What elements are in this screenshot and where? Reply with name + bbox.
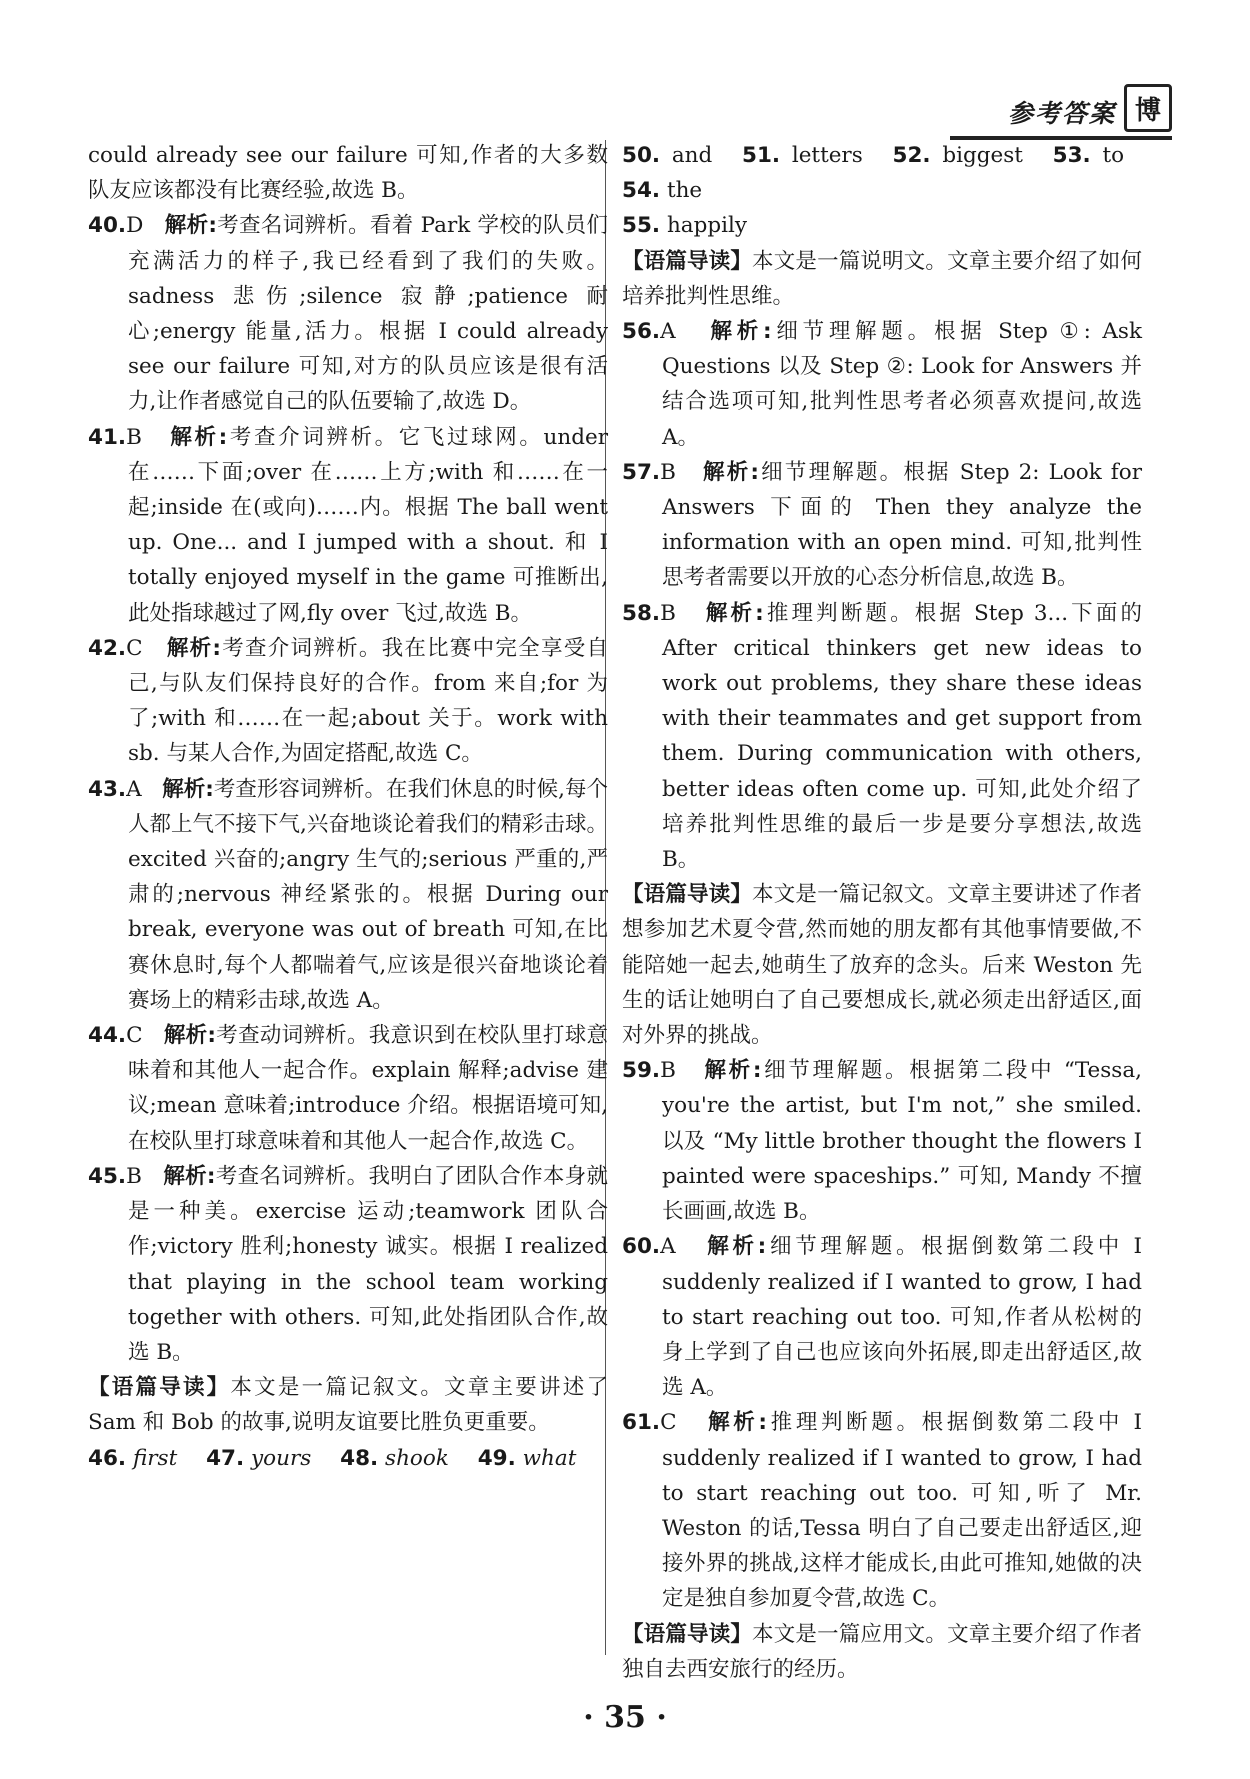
explanation: 细节理解题。根据 Step ①: Ask Questions 以及 Step ②: Look for Answers 并结合选项可知,批判性思考者必须喜欢提问,故选 A。 — [662, 319, 1142, 450]
right-column — [622, 138, 1142, 1687]
page-number: · 35 · — [583, 1700, 667, 1735]
answer-letter: C — [660, 1410, 677, 1436]
explanation: 推理判断题。根据 Step 3...下面的 After critical thinkers get new ideas to work out problems, they share these ideas with their teammates and get support from them. During communication with others, better ideas often come up. 可知,此处介绍了培养批判性思维的最后一步是要分享想法,故选 B。 — [662, 600, 1142, 873]
passage-guide: 【语篇导读】本文是一篇说明文。文章主要介绍了如何培养批判性思维。 — [622, 248, 1142, 309]
answer-letter: B — [660, 600, 676, 626]
explanation: 细节理解题。根据 Step 2: Look for Answers 下面的 Then they analyze the information with an open mind. 可知,批判性思考者需要以开放的心态分析信息,故选 B。 — [662, 459, 1142, 591]
explanation: 考查形容词辨析。在我们休息的时候,每个人都上气不接下气,兴奋地谈论着我们的精彩击球。excited 兴奋的;angry 生气的;serious 严重的,严肃的;nervous 神经紧张的。根据 During our break, everyone was out of breath 可知,在比赛休息时,每个人都喘着气,应该是很兴奋地谈论着赛场上的精彩击球,故选 A。 — [128, 776, 608, 1013]
answer-item-56: 56.A 解析:细节理解题。根据 Step ①: Ask Questions 以及 Step ②: Look for Answers 并结合选项可知,批判性思考者必须喜欢提问,故选 A。 — [622, 319, 1142, 450]
answer-item-41: 41.B 解析:考查介词辨析。它飞过球网。under 在……下面;over 在……上方;with 和……在一起;inside 在(或向)……内。根据 The ball went up. One... and I jumped with a shout. 和 I totally enjoyed myself in the game 可推断出,此处指球越过了网,fly over 飞过,故选 B。 — [88, 424, 608, 626]
answer-item-58: 58.B 解析:推理判断题。根据 Step 3...下面的 After critical thinkers get new ideas to work out problems, they share these ideas with their teammates and get support from them. During communication with others, better ideas often come up. 可知,此处介绍了培养批判性思维的最后一步是要分享想法,故选 B。 — [622, 600, 1142, 873]
page-header — [1008, 88, 1172, 132]
answer-item-44: 44.C 解析:考查动词辨析。我意识到在校队里打球意味着和其他人一起合作。explain 解释;advise 建议;mean 意味着;introduce 介绍。根据语境可知,在校队里打球意味着和其他人一起合作,故选 C。 — [88, 1023, 608, 1154]
answer-letter: D — [126, 213, 144, 239]
explanation: 考查动词辨析。我意识到在校队里打球意味着和其他人一起合作。explain 解释;advise 建议;mean 意味着;introduce 介绍。根据语境可知,在校队里打球意味着和其他人一起合作,故选 C。 — [128, 1023, 608, 1154]
explanation: 考查名词辨析。看着 Park 学校的队员们充满活力的样子,我已经看到了我们的失败。sadness 悲伤;silence 寂静;patience 耐心;energy 能量,活力。根据 I could already see our failure 可知,对方的队员应该是很有活力,让作者感觉自己的队伍要输了,故选 D。 — [128, 213, 608, 415]
answer-letter: A — [660, 1234, 676, 1260]
left-column — [88, 138, 608, 1476]
header-title: 参考答案 — [1007, 99, 1116, 128]
answer-item-59: 59.B 解析:细节理解题。根据第二段中 “Tessa, you're the artist, but I'm not,” she smiled. 以及 “My little brother thought the flowers I painted were spaceships.” 可知, Mandy 不擅长画画,故选 B。 — [622, 1058, 1142, 1225]
explanation: 考查介词辨析。我在比赛中完全享受自己,与队友们保持良好的合作。from 来自;for 为了;with 和……在一起;about 关于。work with sb. 与某人合作,为固定搭配,故选 C。 — [128, 635, 608, 767]
answer-item-43: 43.A 解析:考查形容词辨析。在我们休息的时候,每个人都上气不接下气,兴奋地谈论着我们的精彩击球。excited 兴奋的;angry 生气的;serious 严重的,严肃的;nervous 神经紧张的。根据 During our break, everyone was out of breath 可知,在比赛休息时,每个人都喘着气,应该是很兴奋地谈论着赛场上的精彩击球,故选 A。 — [88, 776, 608, 1013]
answer-item-42: 42.C 解析:考查介词辨析。我在比赛中完全享受自己,与队友们保持良好的合作。from 来自;for 为了;with 和……在一起;about 关于。work with sb. 与某人合作,为固定搭配,故选 C。 — [88, 635, 608, 767]
answer-letter: A — [660, 319, 676, 345]
cloze-answers-55: 55. happily — [622, 213, 748, 239]
passage-guide: 【语篇导读】本文是一篇记叙文。文章主要讲述了作者想参加艺术夏令营,然而她的朋友都有其他事情要做,不能陪她一起去,她萌生了放弃的念头。后来 Weston 先生的话让她明白了自己要想成长,就必须走出舒适区,面对外界的挑战。 — [622, 882, 1142, 1049]
answer-letter: B — [126, 1163, 142, 1189]
answer-item-40: 40.D 解析:考查名词辨析。看着 Park 学校的队员们充满活力的样子,我已经看到了我们的失败。sadness 悲伤;silence 寂静;patience 耐心;energy 能量,活力。根据 I could already see our failure 可知,对方的队员应该是很有活力,让作者感觉自己的队伍要输了,故选 D。 — [88, 213, 608, 415]
passage-guide: 【语篇导读】本文是一篇应用文。文章主要介绍了作者独自去西安旅行的经历。 — [622, 1621, 1142, 1682]
answer-letter: B — [660, 459, 676, 485]
explanation: 考查名词辨析。我明白了团队合作本身就是一种美。exercise 运动;teamwork 团队合作;victory 胜利;honesty 诚实。根据 I realized that playing in the school team working together with others. 可知,此处指团队合作,故选 B。 — [128, 1163, 608, 1365]
brand-logo: 博 — [1124, 84, 1172, 132]
answer-letter: C — [126, 1023, 143, 1049]
cloze-answers-46-49: 46. first 47. yours 48. shook 49. what — [88, 1445, 577, 1471]
explanation: 细节理解题。根据第二段中 “Tessa, you're the artist, but I'm not,” she smiled. 以及 “My little brother thought the flowers I painted were spaceships.” 可知, Mandy 不擅长画画,故选 B。 — [662, 1058, 1142, 1225]
answer-item-60: 60.A 解析:细节理解题。根据倒数第二段中 I suddenly realized if I wanted to grow, I had to start reaching out too. 可知,作者从松树的身上学到了自己也应该向外拓展,即走出舒适区,故选 A。 — [622, 1234, 1142, 1401]
answer-item-45: 45.B 解析:考查名词辨析。我明白了团队合作本身就是一种美。exercise 运动;teamwork 团队合作;victory 胜利;honesty 诚实。根据 I realized that playing in the school team working together with others. 可知,此处指团队合作,故选 B。 — [88, 1163, 608, 1365]
answer-letter: A — [126, 776, 142, 802]
answer-letter: B — [126, 424, 142, 450]
intro-text: could already see our failure 可知,作者的大多数队友应该都没有比赛经验,故选 B。 — [88, 143, 608, 204]
cloze-answers-50-54: 50. and 51. letters 52. biggest 53. to 54. the — [622, 143, 1125, 204]
answer-letter: B — [660, 1058, 676, 1084]
answer-letter: C — [126, 635, 143, 661]
answer-item-61: 61.C 解析:推理判断题。根据倒数第二段中 I suddenly realized if I wanted to grow, I had to start reaching out too. 可知,听了 Mr. Weston 的话,Tessa 明白了自己要走出舒适区,迎接外界的挑战,这样才能成长,由此可推知,她做的决定是独自参加夏令营,故选 C。 — [622, 1410, 1142, 1612]
explanation: 细节理解题。根据倒数第二段中 I suddenly realized if I wanted to grow, I had to start reaching out too. 可知,作者从松树的身上学到了自己也应该向外拓展,即走出舒适区,故选 A。 — [662, 1234, 1142, 1401]
explanation: 考查介词辨析。它飞过球网。under 在……下面;over 在……上方;with 和……在一起;inside 在(或向)……内。根据 The ball went up. One... and I jumped with a shout. 和 I totally enjoyed myself in the game 可推断出,此处指球越过了网,fly over 飞过,故选 B。 — [128, 424, 608, 626]
passage-guide: 【语篇导读】本文是一篇记叙文。文章主要讲述了 Sam 和 Bob 的故事,说明友谊要比胜负更重要。 — [88, 1375, 608, 1436]
explanation: 推理判断题。根据倒数第二段中 I suddenly realized if I wanted to grow, I had to start reaching out too. 可知,听了 Mr. Weston 的话,Tessa 明白了自己要走出舒适区,迎接外界的挑战,这样才能成长,由此可推知,她做的决定是独自参加夏令营,故选 C。 — [662, 1410, 1142, 1612]
answer-item-57: 57.B 解析:细节理解题。根据 Step 2: Look for Answers 下面的 Then they analyze the information with an open mind. 可知,批判性思考者需要以开放的心态分析信息,故选 B。 — [622, 459, 1142, 591]
